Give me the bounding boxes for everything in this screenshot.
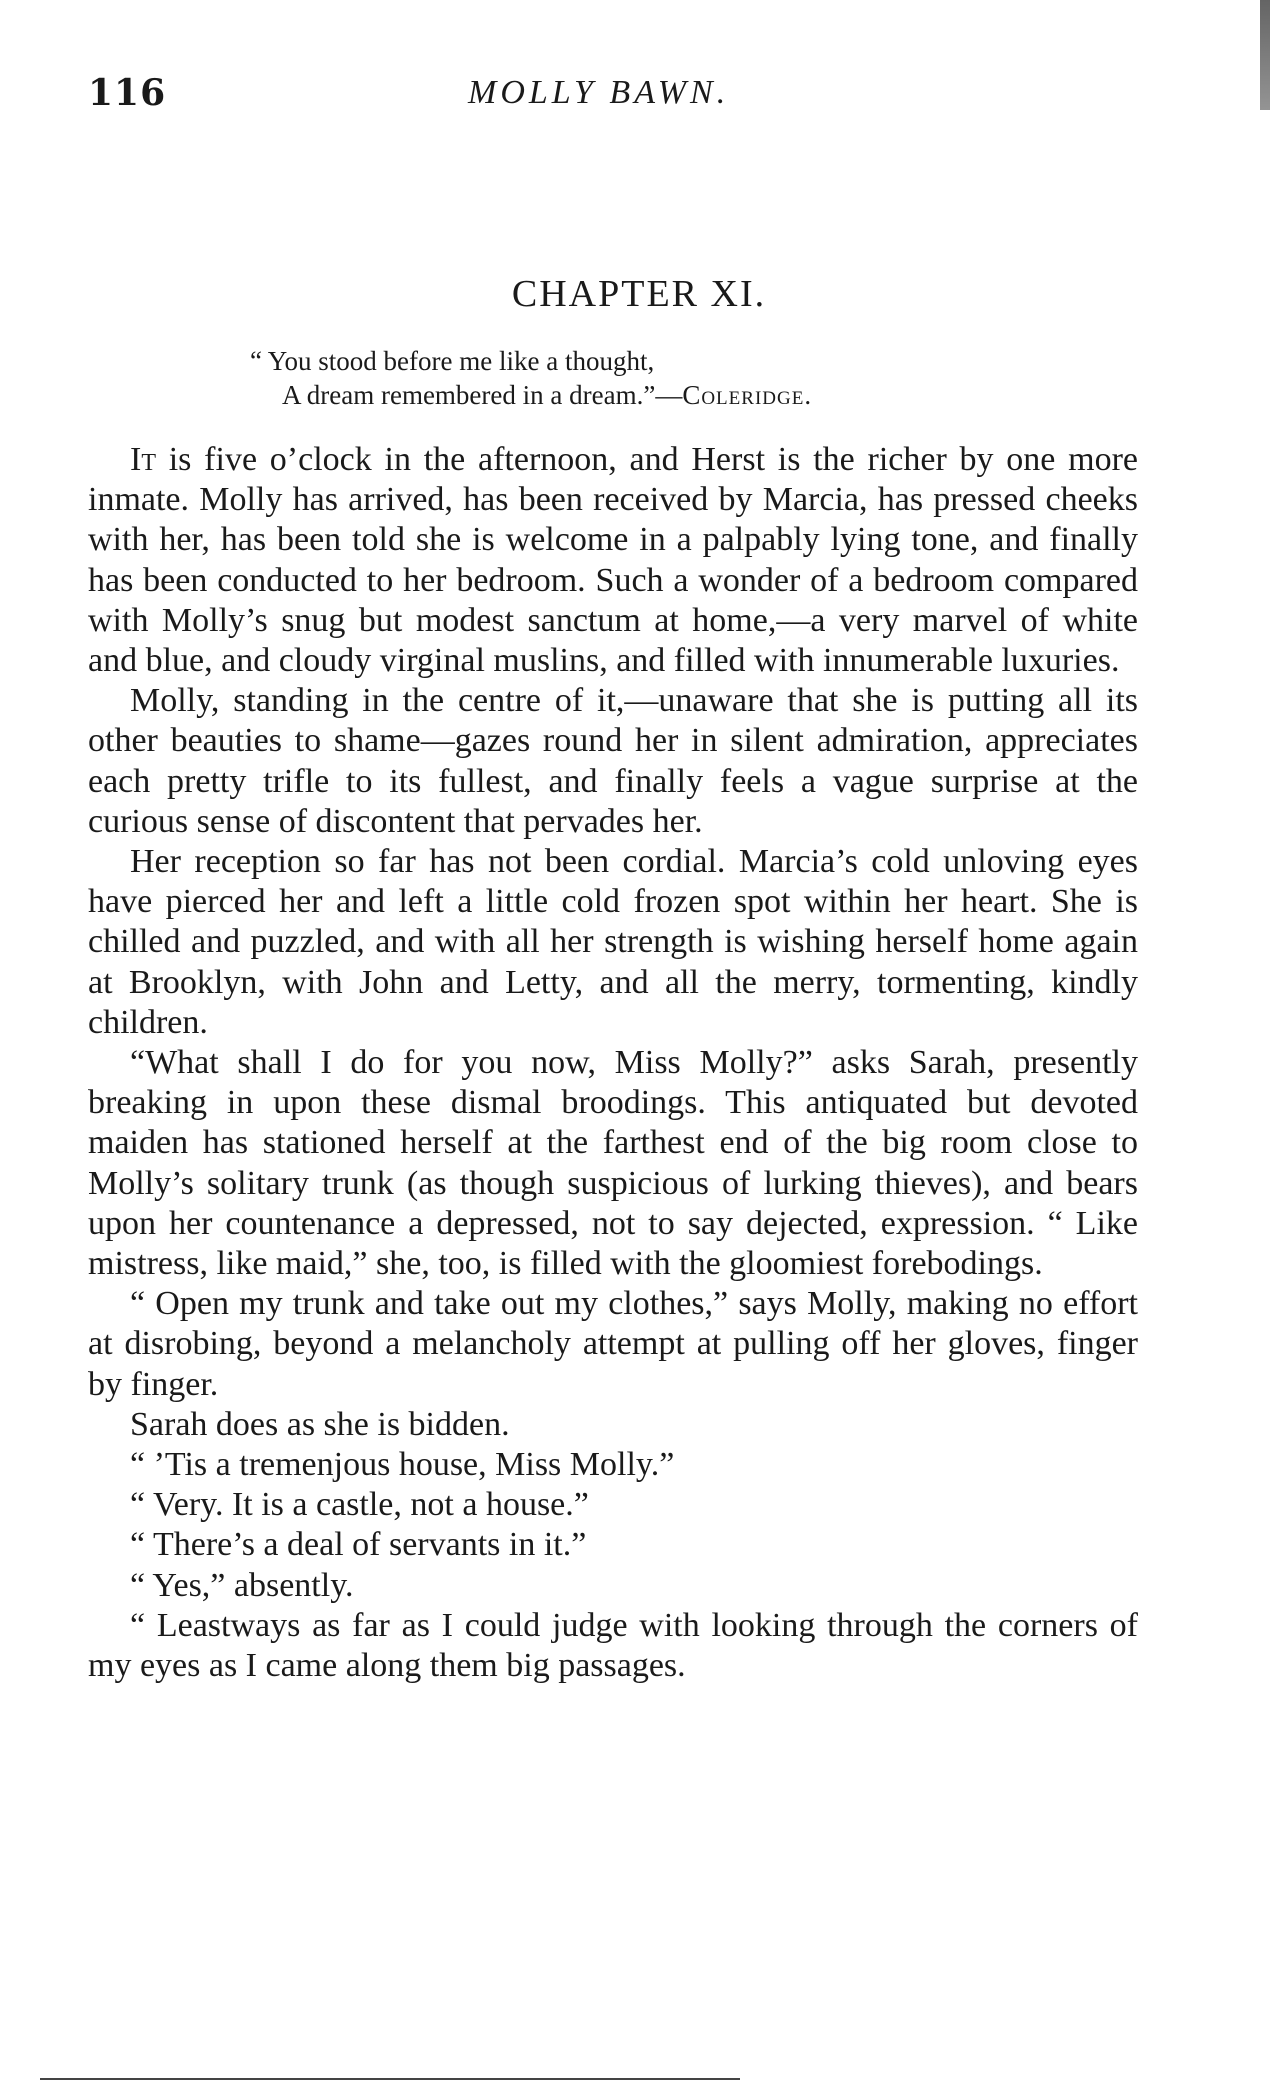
paragraph-4: “What shall I do for you now, Miss Molly?” asks Sarah, presently breaking in upon these dismal broodings. This antiquated but devoted maiden has stationed herself at the farthest end of the big room close to Molly’s solitary trunk (as though suspicious of lurking thieves), and bears upon her countenance a depressed, not to say dejected, expression. “ Like mistress, like maid,” she, too, is filled with the gloomiest forebodings.: [88, 1044, 1138, 1283]
opening-word: It: [130, 441, 156, 478]
chapter-title: CHAPTER XI.: [511, 273, 767, 315]
paragraph-3: Her reception so far has not been cordial. Marcia’s cold unloving eyes have pierced her and left a little cold frozen spot within her heart. She is chilled and puzzled, and with all her strength is wishing herself home again at Brooklyn, with John and Letty, and all the merry, tormenting, kindly children.: [88, 843, 1138, 1041]
bottom-rule: [40, 2078, 740, 2080]
paragraph-9: “ There’s a deal of servants in it.”: [130, 1526, 587, 1564]
epigraph-line-2-text: A dream remembered in a dream.”—: [282, 380, 683, 410]
paragraph-1-text: is five o’clock in the afternoon, and Herst is the richer by one more inmate. Molly has arrived, has been received by Marcia, has pressed cheeks with her, has been told she is welcome in a palpably lying tone, and finally has been conducted to her bedroom. Such a wonder of a bedroom compared with Molly’s snug but modest sanctum at home,—a very marvel of white and blue, and cloudy virginal muslins, and filled with innumerable luxuries.: [88, 441, 1138, 680]
page-header: [88, 72, 1138, 122]
page-number: 116: [88, 72, 167, 114]
paragraph-2: Molly, standing in the centre of it,—unaware that she is putting all its other beauties to shame—gazes round her in silent admiration, appreciates each pretty trifle to its fullest, and finally feels a vague surprise at the curious sense of discontent that pervades her.: [88, 682, 1138, 840]
running-title: MOLLY BAWN.: [468, 74, 730, 111]
chapter-body: [88, 440, 1138, 1686]
paragraph-1: [88, 440, 1138, 681]
page-edge-shadow: [1260, 0, 1270, 110]
paragraph-11: “ Leastways as far as I could judge with looking through the corners of my eyes as I came along them big passages.: [88, 1606, 1138, 1685]
paragraph-8: “ Very. It is a castle, not a house.”: [130, 1486, 589, 1524]
paragraph-5: “ Open my trunk and take out my clothes,” says Molly, making no effort at disrobing, beyond a melancholy attempt at pulling off her gloves, finger by finger.: [88, 1285, 1138, 1403]
epigraph-line-1: “ You stood before me like a thought,: [250, 346, 655, 376]
paragraph-10: “ Yes,” absently.: [130, 1566, 354, 1604]
paragraph-7: “ ’Tis a tremenjous house, Miss Molly.”: [130, 1446, 675, 1484]
paragraph-6: Sarah does as she is bidden.: [130, 1405, 510, 1443]
epigraph-attribution: Coleridge.: [682, 380, 813, 410]
epigraph: [250, 344, 812, 412]
epigraph-line-2: [250, 378, 812, 412]
